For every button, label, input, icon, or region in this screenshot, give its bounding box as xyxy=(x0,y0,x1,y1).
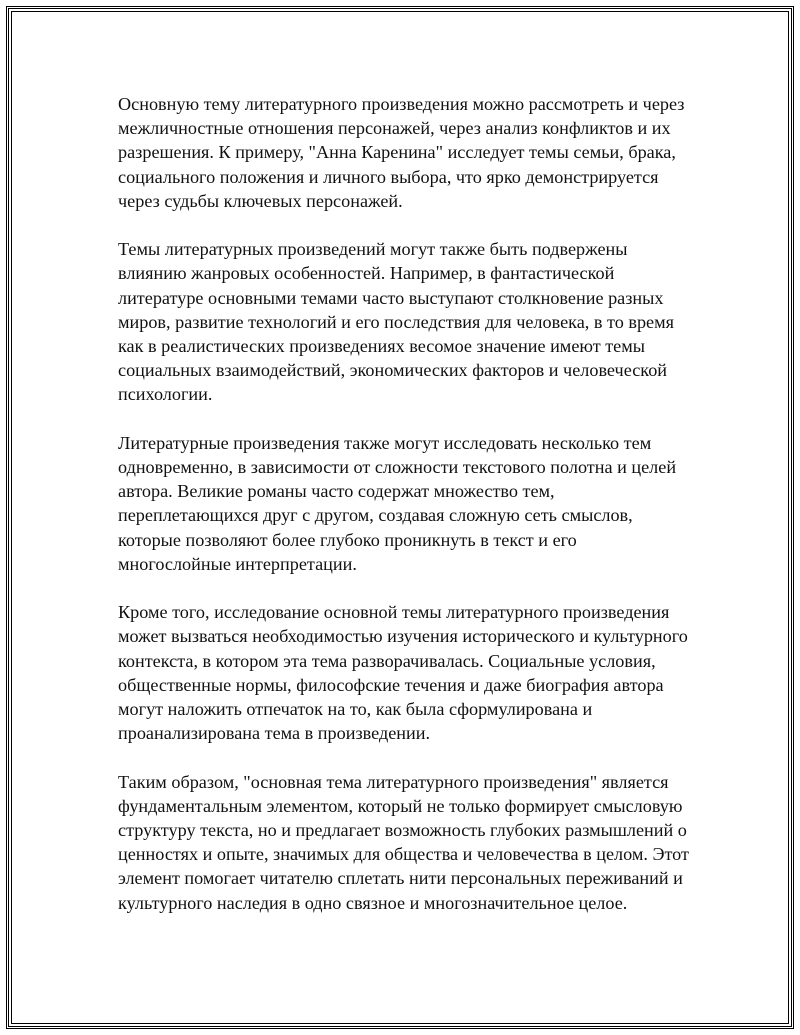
paragraph-2: Темы литературных произведений могут также быть подвержены влиянию жанровых особенностей. Например, в фантастической литературе основными темами часто выступают столкновение разных миров, развитие технологий и его последствия для человека, в то время как в реалистических произведениях весомое значение имеют темы социальных взаимодействий, экономических факторов и человеческой психологии. xyxy=(118,239,674,405)
paragraph-5: Таким образом, "основная тема литературного произведения" является фундаментальным элементом, который не только формирует смысловую структуру текста, но и предлагает возможность глубоких размышлений о ценностях и опыте, значимых для общества и человечества в целом. Этот элемент помогает читателю сплетать нити персональных переживаний и культурного наследия в одно связное и многозначительное целое. xyxy=(118,771,689,913)
paragraph-1: Основную тему литературного произведения можно рассмотреть и через межличностные отношения персонажей, через анализ конфликтов и их разрешения. К примеру, "Анна Каренина" исследует темы семьи, брака, социального положения и личного выбора, что ярко демонстрируется через судьбы ключевых персонажей. xyxy=(118,94,685,211)
paragraph-3: Литературные произведения также могут исследовать несколько тем одновременно, в зависимости от сложности текстового полотна и целей автора. Великие романы часто содержат множество тем, переплетающихся друг с другом, создавая сложную сеть смыслов, которые позволяют более глубоко проникнуть в текст и его многослойные интерпретации. xyxy=(118,432,677,574)
document-body xyxy=(118,92,693,915)
paragraph-4: Кроме того, исследование основной темы литературного произведения может вызваться необходимостью изучения исторического и культурного контекста, в котором эта тема разворачивалась. Социальные условия, общественные нормы, философские течения и даже биография автора могут наложить отпечаток на то, как была сформулирована и проанализирована тема в произведении. xyxy=(118,602,688,744)
